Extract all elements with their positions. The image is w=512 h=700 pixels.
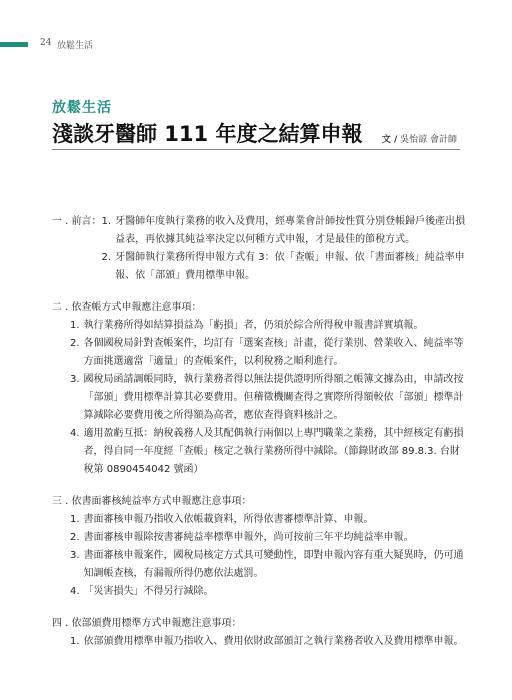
item-text: 依部頒費用標準申報乃指收入、費用依財政部頒訂之執行業務者收入及費用標準申報。 [83,636,464,647]
list-item [70,583,467,601]
list-item [70,547,467,583]
item-number: 4. [70,586,80,597]
item-number: 2. [70,532,80,543]
item-text: 「災害損失」不得另行減除。 [83,586,214,597]
section-preface [52,213,467,285]
item-number: 4. [70,428,80,439]
list-item [70,335,467,371]
item-text: 書面審核申報乃指收入依帳載資料，所得依書審標準計算、申報。 [83,514,374,525]
item-number: 3. [70,550,80,561]
item-text: 執行業務所得如結算損益為「虧損」者，仍須於綜合所得稅申報書詳實填報。 [83,320,424,331]
article-body [52,213,467,665]
title-rule [52,149,460,150]
list-item [70,529,467,547]
section-label: 一 . 前言： [52,216,102,227]
item-number: 1. [70,636,80,647]
author-name: 吳怡諒 會計師 [400,135,457,145]
list-item [70,317,467,335]
item-text: 牙醫師年度執行業務的收入及費用，經專業會計師按性質分別登帳歸戶後產出損益表，再依據其純益率決定以何種方式申報，才是最佳的節稅方式。 [115,216,466,245]
header-accent-bar [0,42,28,47]
article-category: 放鬆生活 [52,100,112,116]
item-text: 適用盈虧互抵：納稅義務人及其配偶執行兩個以上專門職業之業務，其中經核定有虧損者，得自同一年度經「查帳」核定之執行業務所得中減除。（節錄財政部 89.8.3. 台財稅第 0890454042 號函） [83,428,464,475]
section-items [52,317,467,479]
section-items [52,633,467,651]
section-row [52,213,467,285]
item-number: 1. [70,320,80,331]
item-number: 2. [70,338,80,349]
item-text: 國稅局函請調帳同時，執行業務者得以無法提供證明所得額之帳簿文據為由，申請改按「部頒」費用標準計算其必要費用。但稽徵機關查得之實際所得額較依「部頒」標準計算減除必要費用後之所得額為高者，應依查得資料核計之。 [83,374,464,421]
section-label: 三 . 依書面審核純益率方式申報應注意事項： [52,496,252,507]
page-number: 24 [40,38,52,48]
item-text: 書面審核申報案件，國稅局核定方式具可變動性，即對申報內容有重大疑異時，仍可通知調帳查核，有漏報所得仍應依法處罰。 [83,550,464,579]
list-item [70,371,467,425]
item-number: 3. [70,374,80,385]
section-ministry-standard [52,615,467,651]
item-number: 1. [70,514,80,525]
list-item [70,425,467,479]
section-written-review [52,493,467,601]
section-items [102,213,467,285]
list-item [70,633,467,651]
item-text: 牙醫師執行業務所得申報方式有 3：依「查帳」申報、依「書面審核」純益率申報、依「部頒」費用標準申報。 [115,252,465,281]
section-label: 四 . 依部頒費用標準方式申報應注意事項： [52,618,242,629]
running-title: 放鬆生活 [57,41,94,51]
section-audit-filing [52,299,467,479]
byline [382,132,457,145]
item-number: 2. [101,252,112,263]
item-number: 1. [101,216,112,227]
list-item [102,249,467,285]
list-item [102,213,467,249]
list-item [70,511,467,529]
item-text: 各個國稅局針對查帳案件，均訂有「選案查核」計畫，從行業別、營業收入、純益率等方面挑選適當「適量」的查帳案件，以利稅務之順利進行。 [83,338,464,367]
item-text: 書面審核申報除按書審純益率標準申報外，尚可按前三年平均純益率申報。 [83,532,414,543]
section-label: 二 . 依查帳方式申報應注意事項： [52,302,202,313]
section-items [52,511,467,601]
article-title: 淺談牙醫師 111 年度之結算申報 [52,122,363,146]
byline-prefix: 文 / [381,135,398,145]
